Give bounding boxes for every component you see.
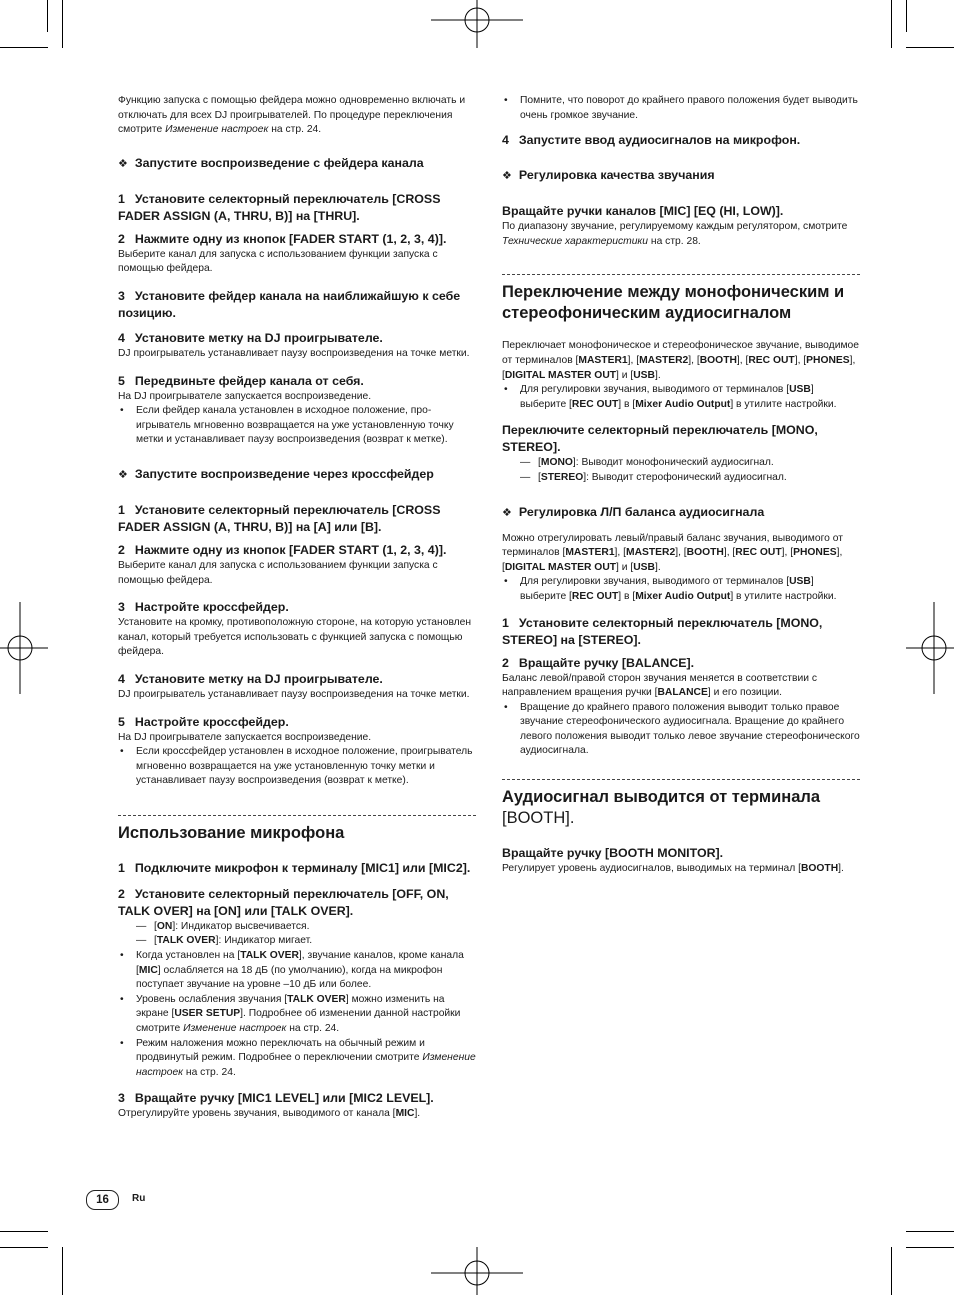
right-column xyxy=(502,94,860,877)
section-heading-sound-quality: ❖ Регулировка качества звучания xyxy=(502,168,715,183)
section-intro: Переключает монофоническое и стереофоническое звучание, выводимое от терминалов [MASTER1], [MASTER2], [BOOTH], [REC OUT], [PHONES], [DIGITAL MASTER OUT] и [USB]. xyxy=(502,340,859,381)
language-code: Ru xyxy=(132,1193,146,1204)
bullet-list xyxy=(502,383,860,412)
crop-mark xyxy=(891,0,892,48)
step-heading: 4 Установите метку на DJ проигрывателе. xyxy=(118,671,383,686)
list-item: • Вращение до крайнего правого положения выводит только правое звучание стереофонического аудиосигнала. Вращение до крайнего левого положения выводит только левое звучание стереофонического аудиосигнала. xyxy=(502,701,860,759)
crop-mark xyxy=(906,1231,954,1232)
cross-reference[interactable]: Изменение настроек xyxy=(165,124,269,136)
step-heading: 3 Установите фейдер канала на наиближайшую к себе позицию. xyxy=(118,288,461,320)
step-body: На DJ проигрывателе запускается воспроизведение. xyxy=(118,731,372,743)
section-title-booth: Аудиосигнал выводится от терминала [BOOTH]. xyxy=(502,788,821,828)
crop-mark xyxy=(906,1247,954,1248)
section-heading-fader-start: ❖ Запустите воспроизведение с фейдера канала xyxy=(118,155,424,170)
section-title-mono-stereo: Переключение между монофоническим и стереофоническим аудиосигналом xyxy=(502,283,845,323)
step-body: DJ проигрыватель устанавливает паузу воспроизведения на точке метки. xyxy=(118,347,470,359)
cross-reference[interactable]: Изменение настроек xyxy=(183,1023,287,1035)
dash-list xyxy=(118,920,476,949)
step-heading: 3 Вращайте ручку [MIC1 LEVEL] или [MIC2 LEVEL]. xyxy=(118,1091,434,1106)
step-heading: 2 Установите селекторный переключатель [OFF, ON, TALK OVER] на [ON] или [TALK OVER]. xyxy=(118,886,449,918)
list-item: • Уровень ослабления звучания [TALK OVER] можно изменить на экране [USER SETUP]. Подробнее об изменении данной настройки смотрите Изменение настроек на стр. 24. xyxy=(118,993,476,1037)
step-heading: 3 Настройте кроссфейдер. xyxy=(118,600,289,615)
step-body: Баланс левой/правой сторон звучания меняется в соответствии с направлением вращения ручки [BALANCE] и его позиции. xyxy=(502,672,817,699)
diamond-icon: ❖ xyxy=(118,157,128,170)
registration-target-right xyxy=(906,602,954,694)
crop-mark xyxy=(0,47,48,48)
step-body: Выберите канал для запуска с использованием функции запуска с помощью фейдера. xyxy=(118,248,438,275)
step-body: Установите на кромку, противоположную стороне, на которую установлен канал, который требуется использовать с функцией запуска с помощью фейдера. xyxy=(118,617,472,658)
section-heading-balance: ❖ Регулировка Л/П баланса аудиосигнала xyxy=(502,504,765,519)
crop-mark xyxy=(62,1247,63,1295)
crop-mark xyxy=(0,1247,48,1248)
step-heading: Вращайте ручки каналов [MIC] [EQ (HI, LOW)]. xyxy=(502,204,784,219)
crop-mark xyxy=(0,1231,48,1232)
bullet-list xyxy=(118,404,476,448)
list-item: • Для регулировки звучания, выводимого от терминалов [USB] выберите [REC OUT] в [Mixer Audio Output] в утилите настройки. xyxy=(502,383,860,412)
section-title-microphone: Использование микрофона xyxy=(118,823,345,842)
step-heading: Переключите селекторный переключатель [MONO, STEREO]. xyxy=(502,423,818,455)
cross-reference[interactable]: Технические характеристики xyxy=(502,235,649,247)
list-item: • Для регулировки звучания, выводимого от терминалов [USB] выберите [REC OUT] в [Mixer Audio Output] в утилите настройки. xyxy=(502,575,860,604)
step-heading: 2 Нажмите одну из кнопок [FADER START (1, 2, 3, 4)]. xyxy=(118,231,447,246)
step-heading: Вращайте ручку [BOOTH MONITOR]. xyxy=(502,846,724,861)
step-body: Выберите канал для запуска с использованием функции запуска с помощью фейдера. xyxy=(118,559,438,586)
diamond-icon: ❖ xyxy=(502,170,512,183)
step-body: DJ проигрыватель устанавливает паузу воспроизведения на точке метки. xyxy=(118,688,470,700)
section-divider xyxy=(502,779,860,780)
step-heading: 1 Установите селекторный переключатель [MONO, STEREO] на [STEREO]. xyxy=(502,615,823,647)
section-divider xyxy=(118,815,476,816)
cross-reference[interactable]: Изменение настроек xyxy=(136,1052,476,1078)
step-heading: 2 Нажмите одну из кнопок [FADER START (1, 2, 3, 4)]. xyxy=(118,542,447,557)
step-heading: 1 Подключите микрофон к терминалу [MIC1] или [MIC2]. xyxy=(118,860,471,875)
left-column xyxy=(118,94,476,1122)
dash-list xyxy=(502,456,860,485)
diamond-icon: ❖ xyxy=(118,468,128,481)
step-heading: 5 Передвиньте фейдер канала от себя. xyxy=(118,373,364,388)
bullet-list xyxy=(502,701,860,759)
crop-mark xyxy=(47,0,48,32)
list-item: • Если кроссфейдер установлен в исходное положение, проигрыватель мгновенно возвращается на уже установленную точку метки и устанавливает паузу воспроизведения (возврат к метке). xyxy=(118,745,476,789)
list-item: — [STEREO]: Выводит стерофонический аудиосигнал. xyxy=(520,471,860,486)
list-item: — [TALK OVER]: Индикатор мигает. xyxy=(136,934,476,949)
step-body: По диапазону звучание, регулируемому каждым регулятором, смотрите Технические характеристики на стр. 28. xyxy=(502,221,848,247)
crop-mark xyxy=(891,1247,892,1295)
list-item: • Помните, что поворот до крайнего правого положения будет выводить очень громкое звучание. xyxy=(502,94,860,123)
step-heading: 5 Настройте кроссфейдер. xyxy=(118,714,289,729)
step-heading: 4 Установите метку на DJ проигрывателе. xyxy=(118,330,383,345)
registration-target-left xyxy=(0,602,48,694)
section-heading-crossfader-start: ❖ Запустите воспроизведение через кроссфейдер xyxy=(118,466,434,481)
step-body: Регулирует уровень аудиосигналов, выводимых на терминал [BOOTH]. xyxy=(502,863,844,875)
registration-target-bottom xyxy=(431,1247,523,1295)
list-item: • Если фейдер канала установлен в исходное положение, проигрыватель мгновенно возвращается на уже установленную точку метки и устанавливает паузу воспроизведения (возврат к метке). xyxy=(118,404,476,448)
crop-mark xyxy=(906,47,954,48)
list-item: — [MONO]: Выводит монофонический аудиосигнал. xyxy=(520,456,860,471)
crop-mark xyxy=(62,0,63,48)
list-item: • Режим наложения можно переключать на обычный режим и продвинутый режим. Подробнее о переключении смотрите Изменение настроек на стр. 24. xyxy=(118,1037,476,1081)
step-body: Отрегулируйте уровень звучания, выводимого от канала [MIC]. xyxy=(118,1108,421,1120)
step-heading: 2 Вращайте ручку [BALANCE]. xyxy=(502,655,695,670)
list-item: — [ON]: Индикатор высвечивается. xyxy=(136,920,476,935)
crop-mark xyxy=(906,0,907,32)
registration-target-top xyxy=(431,0,523,48)
list-item: • Когда установлен на [TALK OVER], звучание каналов, кроме канала [MIC] ослабляется на 18 дБ (по умолчанию), когда на микрофон поступает звучание на уровне –10 дБ или более. xyxy=(118,949,476,993)
step-heading: 1 Установите селекторный переключатель [CROSS FADER ASSIGN (A, THRU, B)] на [THRU]. xyxy=(118,191,441,223)
page-number: 16 xyxy=(86,1190,119,1210)
section-divider xyxy=(502,274,860,275)
section-intro: Можно отрегулировать левый/правый баланс звучания, выводимого от терминалов [MASTER1], [MASTER2], [BOOTH], [REC OUT], [PHONES], [DIGITAL MASTER OUT] и [USB]. xyxy=(502,532,843,573)
step-heading: 4 Запустите ввод аудиосигналов на микрофон. xyxy=(502,133,801,148)
intro-paragraph: Функцию запуска с помощью фейдера можно одновременно включать и отключать для всех DJ проигрывателей. По процедуре переключения смотрите Изменение настроек на стр. 24. xyxy=(118,95,466,136)
step-body: На DJ проигрывателе запускается воспроизведение. xyxy=(118,390,372,402)
bullet-list xyxy=(118,949,476,1080)
bullet-list xyxy=(502,94,860,123)
diamond-icon: ❖ xyxy=(502,506,512,519)
step-heading: 1 Установите селекторный переключатель [CROSS FADER ASSIGN (A, THRU, B)] на [A] или [B]. xyxy=(118,502,441,534)
bullet-list xyxy=(502,575,860,604)
bullet-list xyxy=(118,745,476,789)
